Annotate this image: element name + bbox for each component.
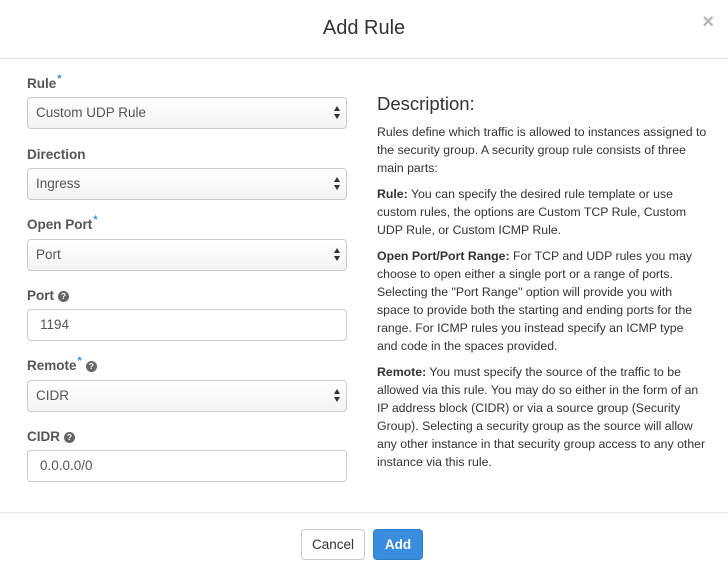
cidr-input[interactable]: 0.0.0.0/0 (27, 450, 347, 482)
select-arrows-icon (334, 106, 341, 120)
port-input[interactable]: 1194 (27, 309, 347, 341)
description-remote: Remote: You must specify the source of the traffic to be allowed via this rule. You may do so either in the form of an IP address block (CIDR) or via a source group (Security Group). Selecting a security group as the source will allow any other instance in that security group access to any other instance via this rule. (377, 365, 706, 469)
description-port: Open Port/Port Range: For TCP and UDP rules you may choose to open either a single port or a range of ports. Selecting the "Port Range" option will provide you with space to provide both the starting and ending ports for the range. For ICMP rules you instead specify an ICMP type and code in the spaces provided. (377, 249, 693, 353)
open-port-label: Open Port* (27, 214, 98, 232)
description-heading: Description: (377, 93, 475, 114)
rule-label: Rule* (27, 73, 62, 91)
rule-select[interactable] (27, 97, 347, 129)
remote-select[interactable] (27, 380, 347, 412)
cancel-button[interactable]: Cancel (301, 529, 365, 560)
direction-select[interactable] (27, 168, 347, 200)
help-icon[interactable]: ? (64, 432, 75, 443)
description-intro: Rules define which traffic is allowed to instances assigned to the security group. A security group rule consists of three main parts: (377, 125, 707, 175)
required-marker: * (93, 214, 98, 226)
direction-select-value: Ingress (36, 176, 81, 191)
select-arrows-icon (334, 177, 341, 191)
help-icon[interactable]: ? (58, 291, 69, 302)
description-rule-term: Rule: (377, 187, 408, 201)
dialog-header (0, 0, 728, 59)
required-marker: * (77, 355, 82, 367)
close-icon[interactable]: × (702, 11, 714, 33)
port-label: Port ? (27, 288, 69, 303)
direction-label: Direction (27, 147, 86, 162)
open-port-select-value: Port (36, 247, 61, 262)
help-icon[interactable]: ? (86, 361, 97, 372)
open-port-select[interactable] (27, 239, 347, 271)
dialog-title: Add Rule (322, 17, 406, 39)
description-panel (377, 93, 707, 479)
description-remote-term: Remote: (377, 365, 427, 379)
rule-select-value: Custom UDP Rule (36, 105, 147, 120)
remote-select-value: CIDR (36, 388, 69, 403)
remote-label: Remote* ? (27, 358, 97, 373)
add-button[interactable]: Add (373, 529, 423, 560)
dialog-footer (0, 512, 728, 574)
required-marker: * (57, 73, 62, 85)
description-rule: Rule: You can specify the desired rule template or use custom rules, the options are Custom TCP Rule, Custom UDP Rule, or Custom ICMP Rule. (377, 187, 687, 237)
select-arrows-icon (334, 389, 341, 403)
description-port-term: Open Port/Port Range: (377, 249, 510, 263)
cidr-label: CIDR ? (27, 429, 75, 444)
select-arrows-icon (334, 248, 341, 262)
